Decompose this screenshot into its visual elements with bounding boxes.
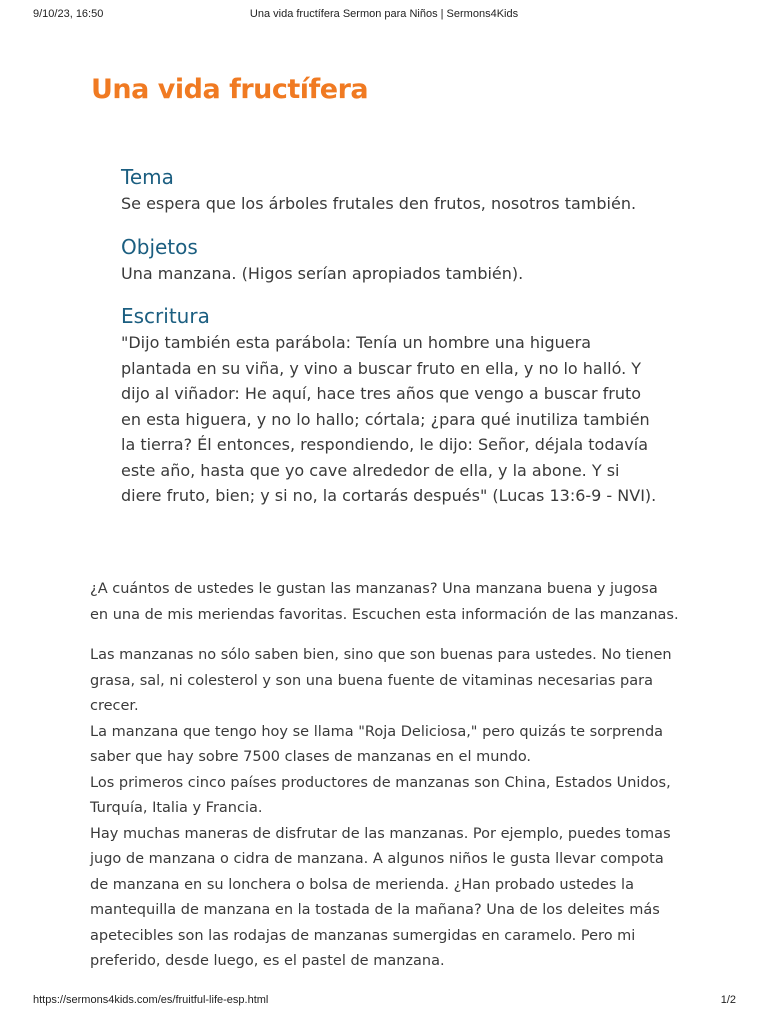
- section-objetos: [121, 233, 661, 287]
- section-text-escritura: "Dijo también esta parábola: Tenía un hombre una higuera plantada en su viña, y vino a buscar fruto en ella, y no lo halló. Y dijo al viñador: He aquí, hace tres años que vengo a buscar fruto en esta higuera, y no lo hallo; córtala; ¿para qué inutiliza también la tierra? Él entonces, respondiendo, le dijo: Señor, déjala todavía este año, hasta que yo cave alrededor de ella, y la abone. Y si diere fruto, bien; y si no, la cortarás después" (Lucas 13:6-9 - NVI).: [121, 333, 657, 505]
- section-tema: [121, 163, 661, 217]
- print-document-title: Una vida fructífera Sermon para Niños | Sermons4Kids: [249, 8, 519, 20]
- section-heading-escritura: Escritura: [121, 304, 210, 328]
- fact-paragraph: Los primeros cinco países productores de manzanas son China, Estados Unidos, Turquía, Italia y Francia.: [90, 774, 671, 816]
- page-title: Una vida fructífera: [91, 74, 369, 105]
- section-escritura: [121, 302, 661, 509]
- fact-paragraph: Hay muchas maneras de disfrutar de las manzanas. Por ejemplo, puedes tomas jugo de manzana o cidra de manzana. A algunos niños le gusta llevar compota de manzana en su lonchera o bolsa de merienda. ¿Han probado ustedes la mantequilla de manzana en la tostada de la mañana? Una de los deleites más apetecibles son las rodajas de manzanas sumergidas en caramelo. Pero mi preferido, desde luego, es el pastel de manzana.: [90, 825, 671, 969]
- section-heading-objetos: Objetos: [121, 235, 198, 259]
- print-url[interactable]: https://sermons4kids.com/es/fruitful-life-esp.html: [33, 994, 269, 1006]
- intro-text: ¿A cuántos de ustedes le gustan las manzanas? Una manzana buena y jugosa en una de mis meriendas favoritas. Escuchen esta información de las manzanas.: [90, 581, 679, 623]
- section-text-tema: Se espera que los árboles frutales den frutos, nosotros también.: [121, 194, 637, 213]
- print-date: 9/10/23, 16:50: [33, 8, 104, 20]
- intro-paragraph: [90, 577, 680, 628]
- section-text-objetos: Una manzana. (Higos serían apropiados también).: [121, 264, 524, 283]
- fact-paragraph: La manzana que tengo hoy se llama "Roja Deliciosa," pero quizás te sorprenda saber que hay sobre 7500 clases de manzanas en el mundo.: [90, 723, 664, 765]
- page-number: 1/2: [720, 994, 736, 1006]
- section-heading-tema: Tema: [121, 165, 174, 189]
- fact-paragraph: Las manzanas no sólo saben bien, sino que son buenas para ustedes. No tienen grasa, sal, ni colesterol y son una buena fuente de vitaminas necesarias para crecer.: [90, 647, 672, 714]
- apple-facts: [90, 643, 680, 975]
